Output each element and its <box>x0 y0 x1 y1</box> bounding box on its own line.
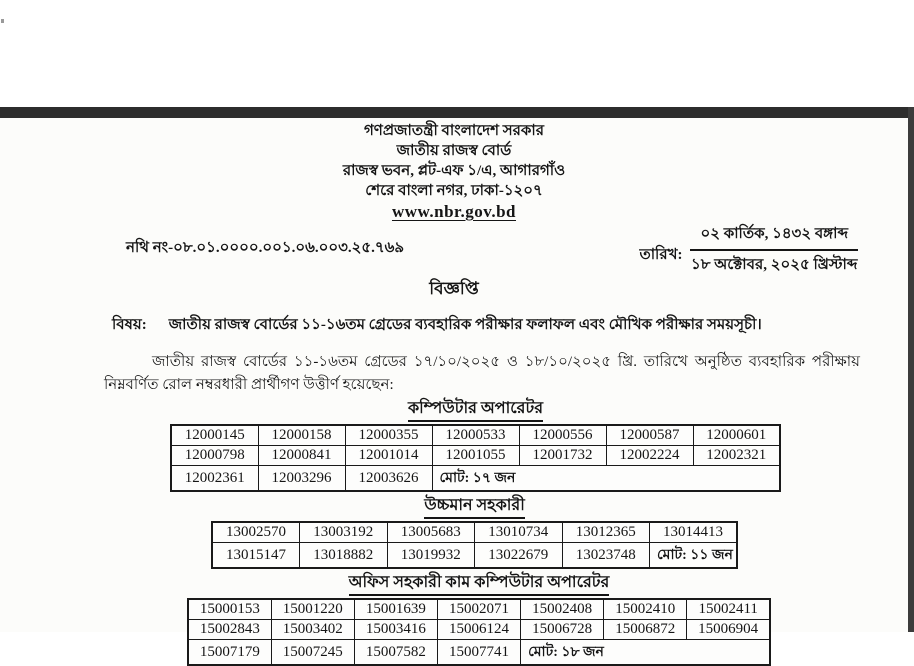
roll-number-cell: 15006904 <box>687 620 770 640</box>
organization-name: জাতীয় রাজস্ব বোর্ড <box>396 143 512 159</box>
roll-number-cell: 15002843 <box>188 620 271 640</box>
roll-number-cell: 15007245 <box>271 640 354 666</box>
roll-number-cell: 15003416 <box>354 620 437 640</box>
roll-number-cell: 12000841 <box>258 446 345 466</box>
roll-number-cell: 13005683 <box>387 522 475 543</box>
roll-number-cell: 12000601 <box>693 425 780 446</box>
roll-number-cell: 12000145 <box>171 425 258 446</box>
roll-number-cell: 15002071 <box>437 599 520 620</box>
roll-number-table <box>187 598 771 666</box>
roll-number-cell: 13002570 <box>212 522 300 543</box>
date-block <box>639 222 858 278</box>
roll-number-cell: 13003192 <box>300 522 388 543</box>
roll-number-cell: 12000798 <box>171 446 258 466</box>
roll-number-table <box>211 521 738 569</box>
roll-number-cell: 12002321 <box>693 446 780 466</box>
roll-number-cell: 13019932 <box>387 543 475 569</box>
roll-number-cell: 15007582 <box>354 640 437 666</box>
notice-title: বিজ্ঞপ্তি <box>429 279 479 298</box>
address-line-2: শেরে বাংলা নগর, ঢাকা-১২০৭ <box>365 183 543 199</box>
website-url: www.nbr.gov.bd <box>391 202 516 221</box>
section-office-sohokari <box>0 573 908 666</box>
roll-number-cell: 15006872 <box>604 620 687 640</box>
roll-number-cell: 12001014 <box>345 446 432 466</box>
document-page <box>0 118 908 660</box>
subject-text: জাতীয় রাজস্ব বোর্ডের ১১-১৬তম গ্রেডের ব্যবহারিক পরীক্ষার ফলাফল এবং মৌখিক পরীক্ষার সময়সূচী। <box>168 317 762 333</box>
table-row <box>188 620 770 640</box>
section-title: উচ্চমান সহকারী <box>424 496 525 519</box>
roll-number-cell: 15002410 <box>604 599 687 620</box>
date-bangla: ০২ কার্তিক, ১৪৩২ বঙ্গাব্দ <box>690 222 858 251</box>
roll-number-cell: 13015147 <box>212 543 300 569</box>
body-paragraph: জাতীয় রাজস্ব বোর্ডের ১১-১৬তম গ্রেডের ১৭/১০/২০২৫ ও ১৮/১০/২০২৫ খ্রি. তারিখে অনুষ্ঠিত ব্যবহারিক পরীক্ষায় নিম্নবর্ণিত রোল নম্বরধারী প্রার্থীগণ উত্তীর্ণ হয়েছেন: <box>104 354 860 393</box>
roll-number-cell: 12000587 <box>606 425 693 446</box>
total-count-cell: মোট: ১৭ জন <box>432 466 780 492</box>
table-row <box>171 425 780 446</box>
section-uchchaman-sohokari <box>0 496 908 569</box>
table-row <box>171 466 780 492</box>
viewer-top-edge-bar <box>0 107 914 118</box>
roll-number-cell: 12001732 <box>519 446 606 466</box>
roll-number-cell: 12001055 <box>432 446 519 466</box>
reference-number: নথি নং-০৮.০১.০০০০.০০১.০৬.০০৩.২৫.৭৬৯ <box>126 240 405 256</box>
government-name: গণপ্রজাতন্ত্রী বাংলাদেশ সরকার <box>363 123 545 139</box>
roll-number-cell: 15001639 <box>354 599 437 620</box>
letterhead <box>0 118 908 222</box>
section-title: অফিস সহকারী কাম কম্পিউটার অপারেটর <box>349 573 610 596</box>
roll-number-cell: 12002224 <box>606 446 693 466</box>
roll-number-cell: 15006124 <box>437 620 520 640</box>
section-computer-operator <box>0 399 908 492</box>
roll-number-table <box>170 424 781 492</box>
total-count-cell: মোট: ১৮ জন <box>521 640 770 666</box>
roll-number-cell: 15002411 <box>687 599 770 620</box>
roll-number-cell: 12000355 <box>345 425 432 446</box>
subject-label: বিষয়: <box>112 317 147 333</box>
roll-number-cell: 12000533 <box>432 425 519 446</box>
roll-number-cell: 15002408 <box>521 599 604 620</box>
roll-number-cell: 13023748 <box>562 543 650 569</box>
roll-number-cell: 13018882 <box>300 543 388 569</box>
table-row <box>212 543 737 569</box>
roll-number-cell: 12000158 <box>258 425 345 446</box>
roll-number-cell: 13012365 <box>562 522 650 543</box>
reference-date-row <box>0 224 908 272</box>
scan-right-edge-strip <box>908 107 914 632</box>
subject-row <box>0 313 908 338</box>
roll-number-cell: 13022679 <box>475 543 563 569</box>
table-row <box>171 446 780 466</box>
address-line-1: রাজস্ব ভবন, প্লট-এফ ১/এ, আগারগাঁও <box>342 163 566 179</box>
roll-number-cell: 15006728 <box>521 620 604 640</box>
roll-number-cell: 15003402 <box>271 620 354 640</box>
roll-number-cell: 12000556 <box>519 425 606 446</box>
table-row <box>188 599 770 620</box>
table-row <box>212 522 737 543</box>
roll-number-cell: 15001220 <box>271 599 354 620</box>
roll-number-cell: 12003626 <box>345 466 432 492</box>
roll-number-cell: 15007741 <box>437 640 520 666</box>
roll-number-cell: 12003296 <box>258 466 345 492</box>
scan-speck <box>1 19 4 23</box>
date-label: তারিখ: <box>639 246 683 263</box>
date-gregorian: ১৮ অক্টোবর, ২০২৫ খ্রিস্টাব্দ <box>691 257 858 273</box>
roll-number-cell: 15000153 <box>188 599 271 620</box>
roll-number-cell: 13014413 <box>650 522 738 543</box>
roll-number-cell: 15007179 <box>188 640 271 666</box>
total-count-cell: মোট: ১১ জন <box>650 543 738 569</box>
roll-number-cell: 12002361 <box>171 466 258 492</box>
section-title: কম্পিউটার অপারেটর <box>408 399 543 422</box>
date-values <box>690 222 858 278</box>
roll-number-cell: 13010734 <box>475 522 563 543</box>
table-row <box>188 640 770 666</box>
